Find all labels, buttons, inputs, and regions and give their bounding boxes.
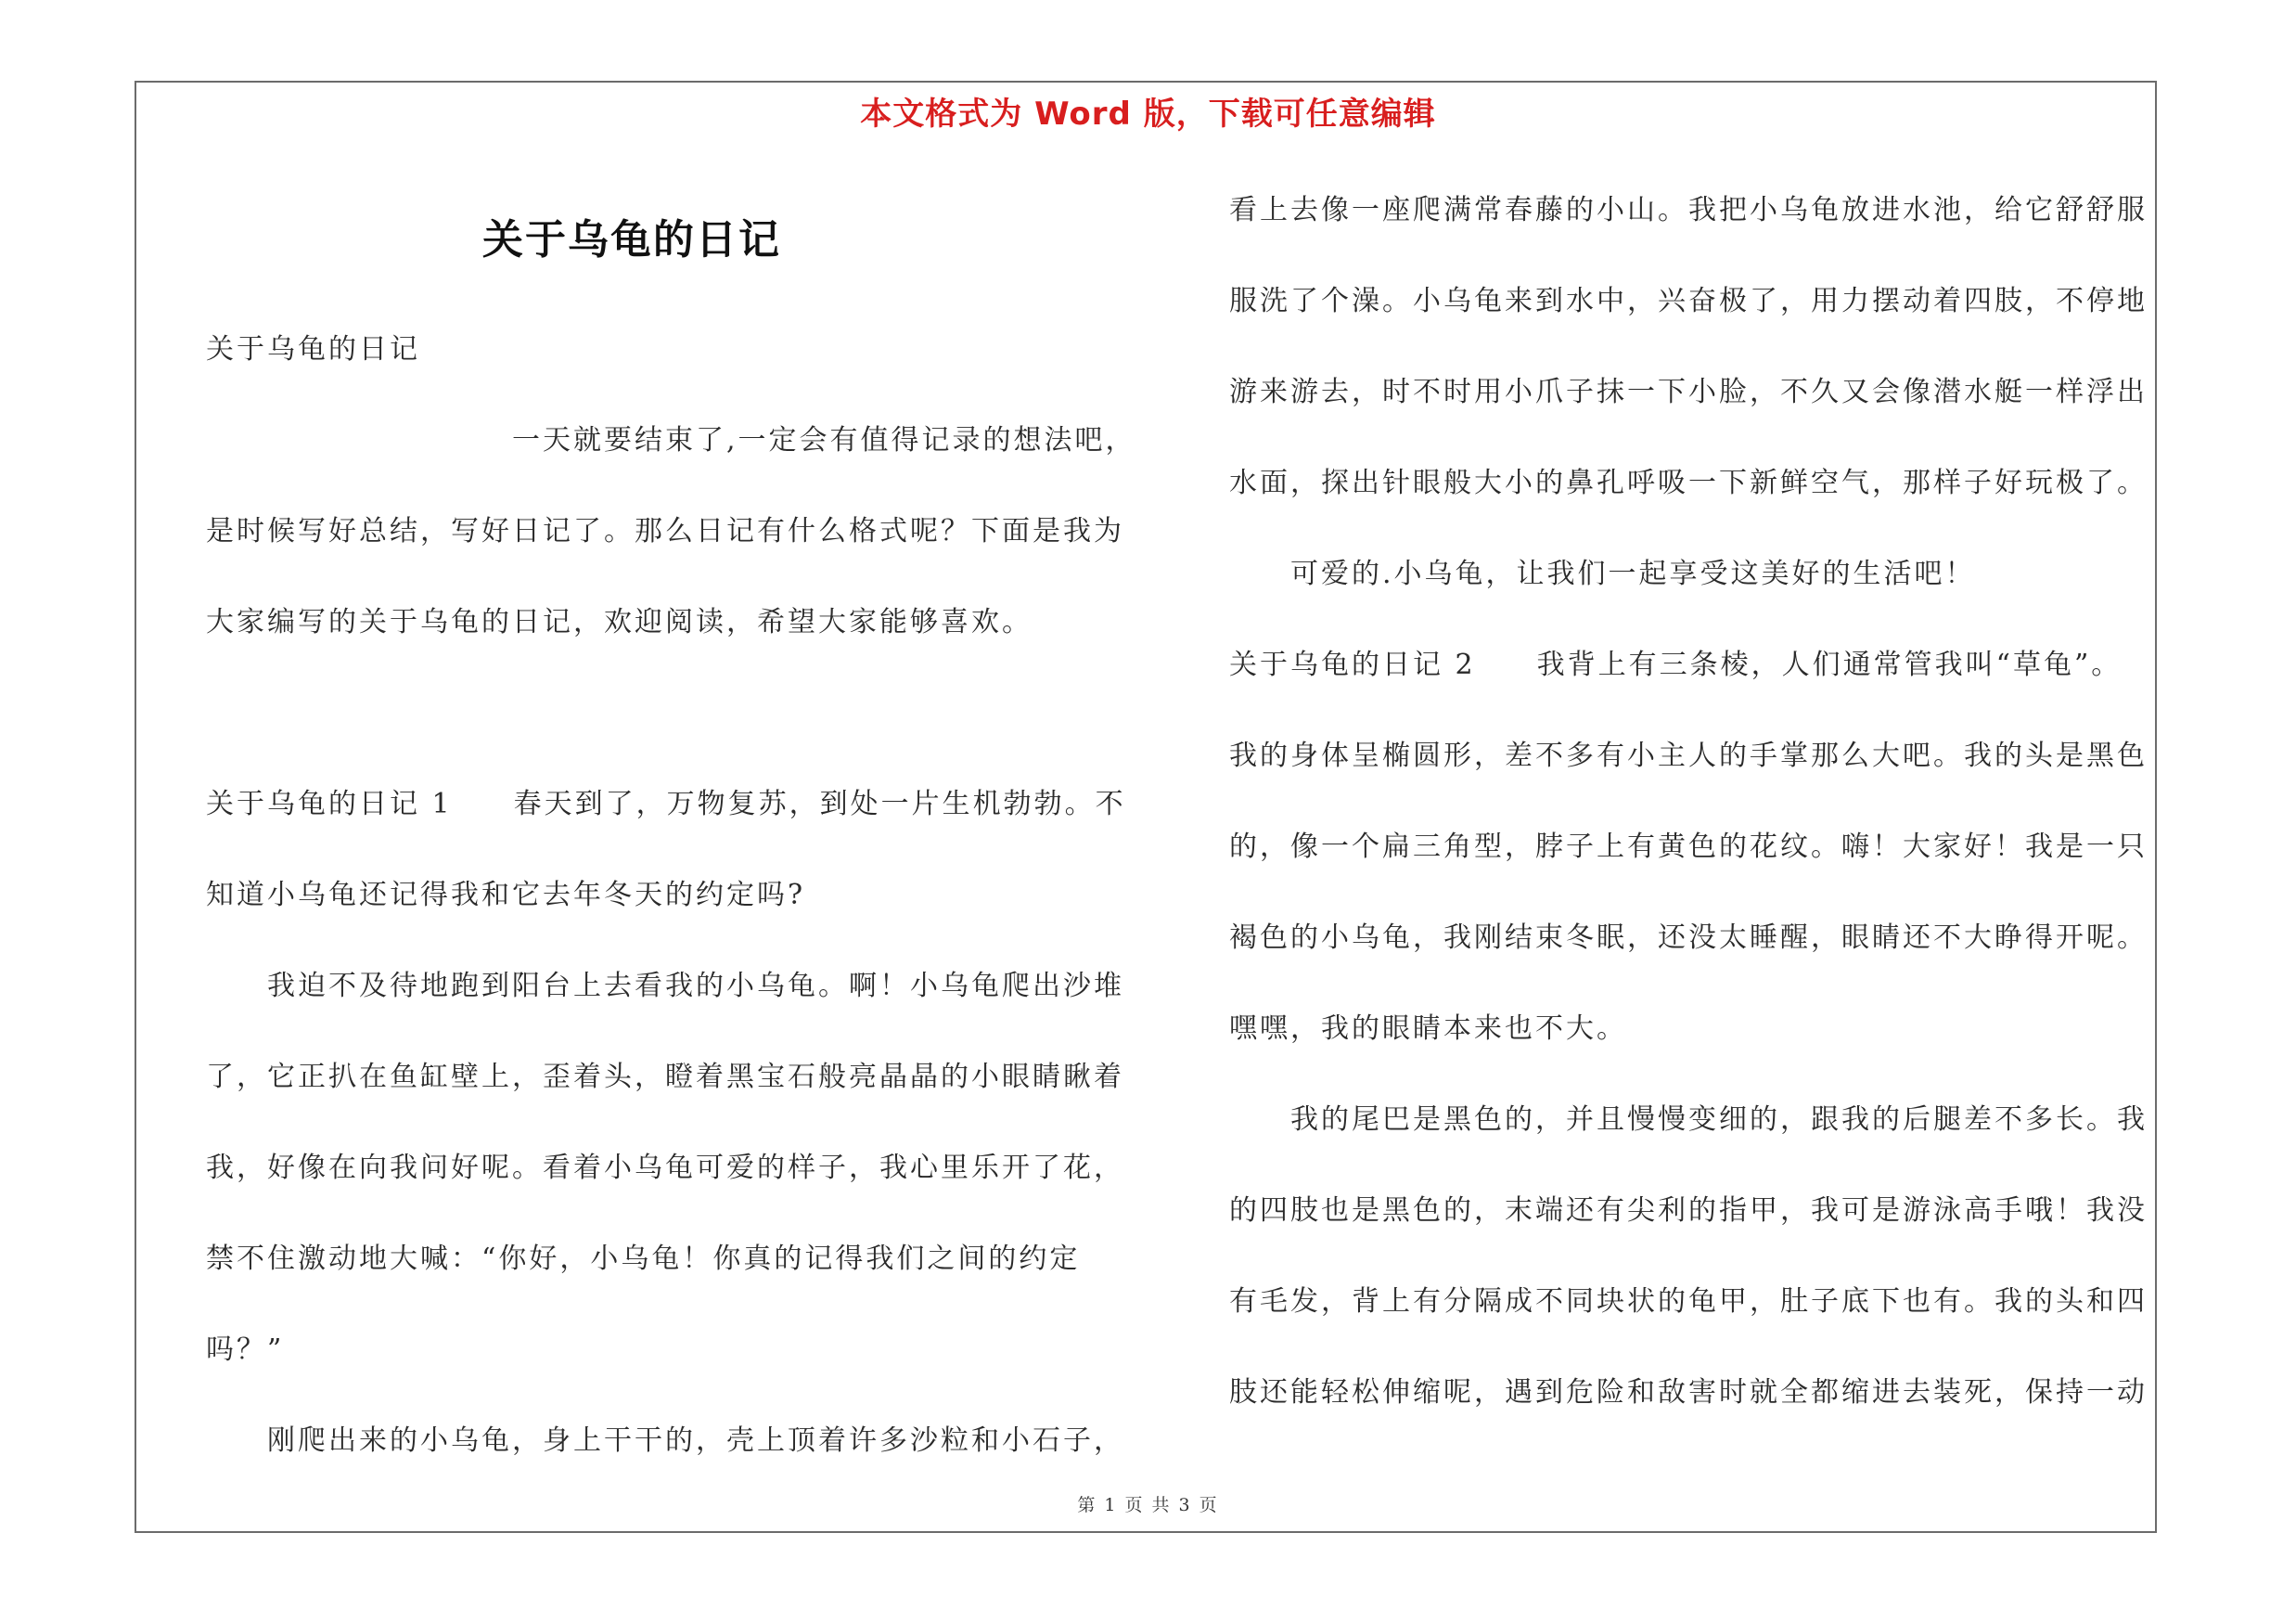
paragraph-line: 有毛发，背上有分隔成不同块状的龟甲，肚子底下也有。我的头和四 xyxy=(1229,1285,2148,1318)
paragraph-line: 大家编写的关于乌龟的日记，欢迎阅读，希望大家能够喜欢。 xyxy=(206,606,1033,638)
paragraph-line: 的四肢也是黑色的，末端还有尖利的指甲，我可是游泳高手哦！我没 xyxy=(1229,1194,2148,1227)
paragraph-line: 关于乌龟的日记 1 春天到了，万物复苏，到处一片生机勃勃。不 xyxy=(206,788,1126,820)
paragraph-line: 嘿嘿，我的眼睛本来也不大。 xyxy=(1229,1012,1627,1045)
paragraph-line: 我的尾巴是黑色的，并且慢慢变细的，跟我的后腿差不多长。我 xyxy=(1229,1103,2148,1136)
format-banner: 本文格式为 Word 版，下载可任意编辑 xyxy=(860,96,1436,133)
paragraph-line: 知道小乌龟还记得我和它去年冬天的约定吗? xyxy=(206,879,806,911)
paragraph-line: 看上去像一座爬满常春藤的小山。我把小乌龟放进水池，给它舒舒服 xyxy=(1229,194,2148,226)
right-text-column xyxy=(1229,165,2152,1438)
blank-line xyxy=(206,668,1138,759)
paragraph-line: 一天就要结束了,一定会有值得记录的想法吧， xyxy=(206,424,1136,457)
paragraph-line: 肢还能轻松伸缩呢，遇到危险和敌害时就全都缩进去装死，保持一动 xyxy=(1229,1376,2148,1409)
paragraph-line: 我迫不及待地跑到阳台上去看我的小乌龟。啊！小乌龟爬出沙堆 xyxy=(206,970,1124,1002)
paragraph-line: 了，它正扒在鱼缸壁上，歪着头，瞪着黑宝石般亮晶晶的小眼睛瞅着 xyxy=(206,1061,1124,1093)
paragraph-line: 的，像一个扁三角型，脖子上有黄色的花纹。嗨！大家好！我是一只 xyxy=(1229,831,2148,863)
paragraph-line: 刚爬出来的小乌龟，身上干干的，壳上顶着许多沙粒和小石子， xyxy=(206,1424,1124,1457)
paragraph-line: 我，好像在向我问好呢。看着小乌龟可爱的样子，我心里乐开了花， xyxy=(206,1152,1124,1184)
paragraph-line: 水面，探出针眼般大小的鼻孔呼吸一下新鲜空气，那样子好玩极了。 xyxy=(1229,467,2148,499)
paragraph-line: 褐色的小乌龟，我刚结束冬眠，还没太睡醒，眼睛还不大睁得开呢。 xyxy=(1229,921,2148,954)
page-number-footer: 第 1 页 共 3 页 xyxy=(1077,1495,1219,1515)
document-title: 关于乌龟的日记 xyxy=(482,216,781,264)
paragraph-line: 是时候写好总结，写好日记了。那么日记有什么格式呢？下面是我为 xyxy=(206,515,1124,547)
paragraph-line: 禁不住激动地大喊：“你好，小乌龟！你真的记得我们之间的约定 xyxy=(206,1243,1081,1275)
paragraph-line: 服洗了个澡。小乌龟来到水中，兴奋极了，用力摆动着四肢，不停地 xyxy=(1229,285,2148,317)
paragraph-line: 关于乌龟的日记 2 我背上有三条棱，人们通常管我叫“草龟”。 xyxy=(1229,649,2123,681)
left-text-column xyxy=(206,304,1138,1487)
paragraph-line: 关于乌龟的日记 xyxy=(206,333,420,366)
paragraph-line: 吗？” xyxy=(206,1333,285,1366)
paragraph-line: 我的身体呈椭圆形，差不多有小主人的手掌那么大吧。我的头是黑色 xyxy=(1229,740,2148,772)
paragraph-line: 游来游去，时不时用小爪子抹一下小脸，不久又会像潜水艇一样浮出 xyxy=(1229,376,2148,408)
paragraph-line: 可爱的.小乌龟，让我们一起享受这美好的生活吧！ xyxy=(1229,558,1976,590)
